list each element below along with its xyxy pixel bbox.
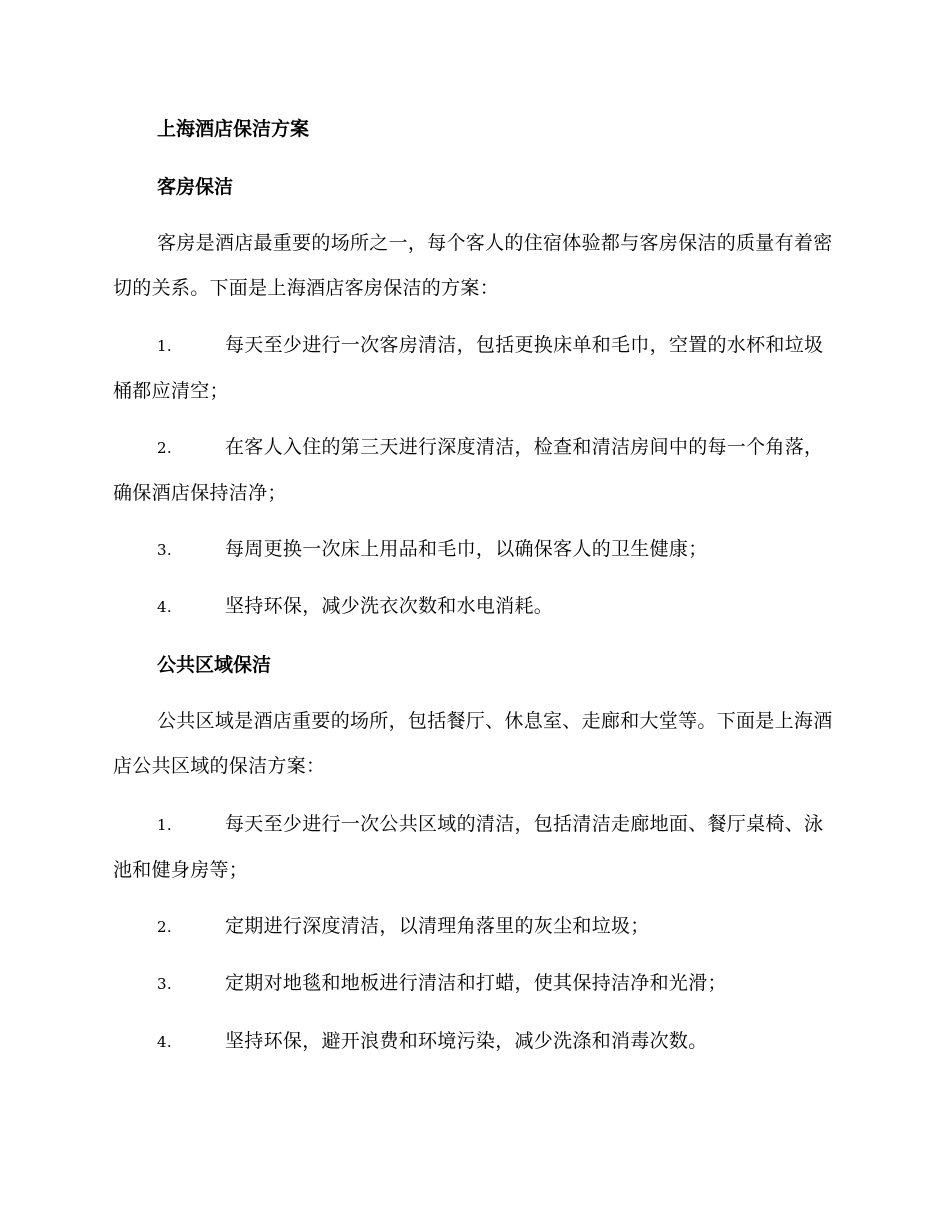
list-item-text: 每天至少进行一次公共区域的清洁，包括清洁走廊地面、餐厅桌椅、泳池和健身房等； xyxy=(113,813,824,881)
list-item xyxy=(113,584,835,630)
list-item xyxy=(113,323,835,414)
list-item-number: 1. xyxy=(157,816,172,834)
list-item xyxy=(113,425,835,516)
list-item-number: 4. xyxy=(157,598,172,616)
list-item-number: 4. xyxy=(157,1033,172,1051)
section-intro-guest-room: 客房是酒店最重要的场所之一，每个客人的住宿体验都与客房保洁的质量有着密切的关系。下面是上海酒店客房保洁的方案： xyxy=(113,232,833,299)
document-title: 上海酒店保洁方案 xyxy=(157,118,310,140)
list-item-number: 3. xyxy=(157,541,172,559)
section-heading-public-area: 公共区域保洁 xyxy=(157,654,272,676)
list-item-text: 定期进行深度清洁，以清理角落里的灰尘和垃圾； xyxy=(225,915,650,937)
list-item xyxy=(113,527,835,573)
list-item-number: 2. xyxy=(157,918,172,936)
section-intro-public-area: 公共区域是酒店重要的场所，包括餐厅、休息室、走廊和大堂等。下面是上海酒店公共区域的保洁方案： xyxy=(113,710,833,777)
list-item-text: 坚持环保，减少洗衣次数和水电消耗。 xyxy=(225,595,554,617)
list-item-number: 3. xyxy=(157,975,172,993)
list-item xyxy=(113,961,835,1007)
section-heading-guest-room: 客房保洁 xyxy=(157,176,234,198)
list-item-text: 每天至少进行一次客房清洁，包括更换床单和毛巾，空置的水杯和垃圾桶都应清空； xyxy=(113,334,824,402)
list-item-text: 在客人入住的第三天进行深度清洁，检查和清洁房间中的每一个角落，确保酒店保持洁净； xyxy=(113,436,824,504)
list-item-text: 定期对地毯和地板进行清洁和打蜡，使其保持洁净和光滑； xyxy=(225,972,727,994)
list-item xyxy=(113,1019,835,1065)
list-item-text: 坚持环保，避开浪费和环境污染，减少洗涤和消毒次数。 xyxy=(225,1030,708,1052)
list-item xyxy=(113,904,835,950)
list-item-number: 1. xyxy=(157,337,172,355)
list-item-text: 每周更换一次床上用品和毛巾，以确保客人的卫生健康； xyxy=(225,538,708,560)
list-item xyxy=(113,802,835,893)
list-item-number: 2. xyxy=(157,439,172,457)
